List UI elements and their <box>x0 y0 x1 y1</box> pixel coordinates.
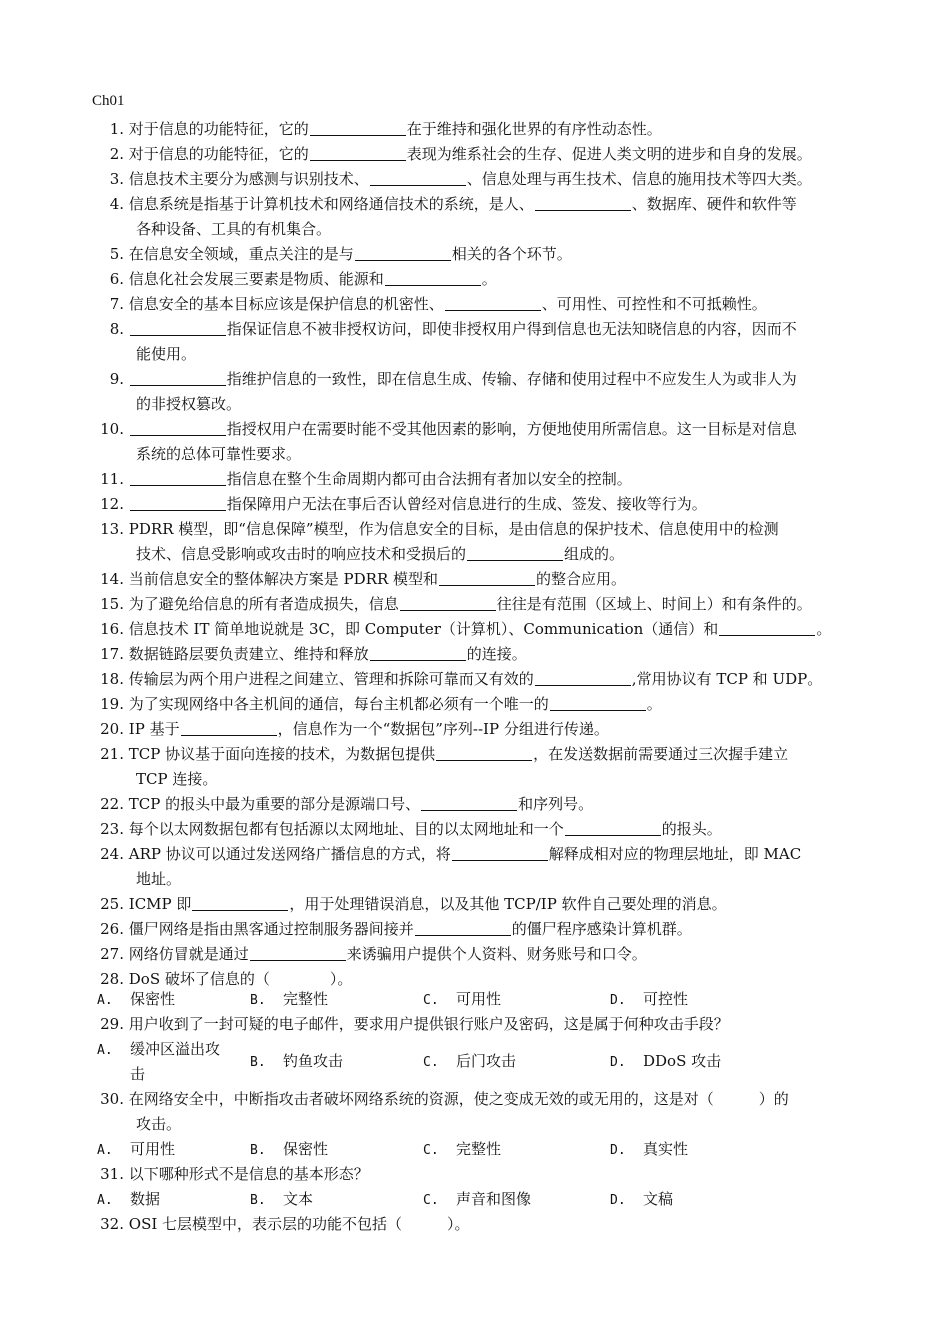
question-text: PDRR 模型，即“信息保障”模型，作为信息安全的目标，是由信息的保护技术、信息使用中的检测 <box>128 520 779 538</box>
question-line <box>100 267 865 292</box>
option-d[interactable] <box>610 1187 673 1213</box>
question-continuation: 攻击。 <box>136 1115 182 1133</box>
option-text: 真实性 <box>643 1140 689 1158</box>
option-letter: C. <box>423 1143 439 1158</box>
question-text: 。 <box>646 695 662 713</box>
question-text: TCP 连接。 <box>136 770 218 788</box>
question-continuation <box>100 342 865 367</box>
question-number: 15. <box>100 595 124 613</box>
question-item <box>100 792 865 817</box>
question-line <box>100 592 865 617</box>
answer-blank[interactable] <box>370 645 466 661</box>
question-number: 25. <box>100 895 124 913</box>
question-item <box>100 117 865 142</box>
question-line <box>100 667 865 692</box>
question-text: 数据链路层要负责建立、维持和释放 <box>128 645 369 663</box>
option-c[interactable] <box>423 987 501 1013</box>
question-continuation <box>100 542 865 567</box>
question-text: 网络仿冒就是通过 <box>128 945 249 963</box>
question-text: 来诱骗用户提供个人资料、财务账号和口令。 <box>346 945 647 963</box>
option-text: 文稿 <box>643 1190 674 1208</box>
answer-blank[interactable] <box>181 720 277 736</box>
question-number: 22. <box>100 795 124 813</box>
answer-blank[interactable] <box>467 545 563 561</box>
question-text: 为了实现网络中各主机间的通信，每台主机都必须有一个唯一的 <box>128 695 549 713</box>
question-text: ARP 协议可以通过发送网络广播信息的方式，将 <box>128 845 451 863</box>
option-d[interactable] <box>610 987 688 1013</box>
question-text: 在于维持和强化世界的有序性动态性。 <box>406 120 662 138</box>
answer-blank[interactable] <box>130 320 226 336</box>
option-d[interactable] <box>610 1137 688 1163</box>
question-text: OSI 七层模型中，表示层的功能不包括（ ）。 <box>128 1215 470 1233</box>
question-number: 9. <box>109 370 124 388</box>
question-text: 的非授权篡改。 <box>136 395 242 413</box>
question-number: 6. <box>109 270 124 288</box>
question-text: 当前信息安全的整体解决方案是 PDRR 模型和 <box>128 570 439 588</box>
option-letter: D. <box>610 1143 626 1158</box>
option-c[interactable] <box>423 1137 501 1163</box>
question-item <box>100 242 865 267</box>
question-text: 能使用。 <box>136 345 197 363</box>
option-b[interactable] <box>250 987 328 1013</box>
question-number: 11. <box>100 470 124 488</box>
question-item <box>100 1087 865 1137</box>
question-continuation <box>100 217 865 242</box>
question-text: 。 <box>816 620 832 638</box>
answer-blank[interactable] <box>130 420 226 436</box>
option-letter: D. <box>610 993 626 1008</box>
option-text: 可用性 <box>456 990 502 1008</box>
question-text: 表现为维系社会的生存、促进人类文明的进步和自身的发展。 <box>406 145 812 163</box>
question-text: ,常用协议有 TCP 和 UDP。 <box>631 670 823 688</box>
question-number: 8. <box>109 320 124 338</box>
question-number: 32. <box>100 1215 124 1233</box>
question-text: 信息化社会发展三要素是物质、能源和 <box>128 270 384 288</box>
option-letter: D. <box>610 1193 626 1208</box>
option-text: 可控性 <box>643 990 689 1008</box>
question-number: 31. <box>100 1165 124 1183</box>
question-text: 的整合应用。 <box>536 570 627 588</box>
answer-blank[interactable] <box>535 195 631 211</box>
answer-blank[interactable] <box>535 670 631 686</box>
question-item <box>100 267 865 292</box>
answer-blank[interactable] <box>565 820 661 836</box>
option-text: 保密性 <box>283 1140 329 1158</box>
question-text: 系统的总体可靠性要求。 <box>136 445 302 463</box>
question-continuation <box>100 442 865 467</box>
question-text: ，信息作为一个“数据包”序列--IP 分组进行传递。 <box>277 720 609 738</box>
question-text: 相关的各个环节。 <box>451 245 572 263</box>
answer-blank[interactable] <box>130 495 226 511</box>
question-number: 28. <box>100 970 124 988</box>
question-line <box>100 792 865 817</box>
question-line <box>100 892 865 917</box>
answer-blank[interactable] <box>310 120 406 136</box>
question-item <box>100 567 865 592</box>
question-number: 24. <box>100 845 124 863</box>
option-d[interactable] <box>610 1049 721 1075</box>
question-item <box>100 892 865 917</box>
question-number: 7. <box>109 295 124 313</box>
question-line <box>100 517 865 542</box>
question-item <box>100 1162 865 1187</box>
question-line <box>100 617 865 642</box>
question-text: 僵尸网络是指由黑客通过控制服务器间接并 <box>128 920 414 938</box>
question-item <box>100 642 865 667</box>
answer-blank[interactable] <box>445 295 541 311</box>
question-text: 地址。 <box>136 870 182 888</box>
option-letter: D. <box>610 1055 626 1070</box>
question-item <box>100 717 865 742</box>
question-text: 在网络安全中，中断指攻击者破坏网络系统的资源，使之变成无效的或无用的，这是对（ ）的 <box>128 1090 789 1108</box>
question-number: 17. <box>100 645 124 663</box>
option-letter: B. <box>250 1193 266 1208</box>
question-item <box>100 692 865 717</box>
question-number: 30. <box>100 1090 124 1108</box>
question-item <box>100 367 865 417</box>
answer-blank[interactable] <box>355 245 451 261</box>
question-text: ，用于处理错误消息，以及其他 TCP/IP 软件自己要处理的消息。 <box>289 895 727 913</box>
option-a[interactable] <box>97 1037 220 1087</box>
question-item <box>100 167 865 192</box>
option-c[interactable] <box>423 1187 531 1213</box>
question-number: 21. <box>100 745 124 763</box>
question-text: TCP 协议基于面向连接的技术，为数据包提供 <box>128 745 436 763</box>
question-number: 4. <box>109 195 124 213</box>
question-text: ，在发送数据前需要通过三次握手建立 <box>533 745 789 763</box>
answer-blank[interactable] <box>370 170 466 186</box>
answer-blank[interactable] <box>439 570 535 586</box>
question-line <box>100 817 865 842</box>
option-letter: A. <box>97 1193 113 1208</box>
answer-blank[interactable] <box>436 745 532 761</box>
question-text: 传输层为两个用户进程之间建立、管理和拆除可靠而又有效的 <box>128 670 534 688</box>
question-number: 18. <box>100 670 124 688</box>
question-text: 信息系统是指基于计算机技术和网络通信技术的系统，是人、 <box>128 195 534 213</box>
question-text: 每个以太网数据包都有包括源以太网地址、目的以太网地址和一个 <box>128 820 564 838</box>
question-item <box>100 667 865 692</box>
question-text: 、可用性、可控性和不可抵赖性。 <box>541 295 767 313</box>
question-text: 各种设备、工具的有机集合。 <box>136 220 332 238</box>
question-text: 对于信息的功能特征，它的 <box>128 145 309 163</box>
option-letter: A. <box>97 1143 113 1158</box>
option-text: 钓鱼攻击 <box>283 1052 344 1070</box>
option-text: 缓冲区溢出攻击 <box>130 1040 221 1083</box>
chapter-title: Ch01 <box>92 93 125 109</box>
question-item <box>100 617 865 642</box>
option-a[interactable] <box>97 1187 160 1213</box>
question-line <box>100 142 865 167</box>
question-line <box>100 117 865 142</box>
question-number: 3. <box>109 170 124 188</box>
option-a[interactable] <box>97 987 175 1013</box>
option-text: 数据 <box>130 1190 161 1208</box>
question-number: 19. <box>100 695 124 713</box>
question-text: 指信息在整个生命周期内都可由合法拥有者加以安全的控制。 <box>226 470 632 488</box>
question-number: 2. <box>109 145 124 163</box>
answer-blank[interactable] <box>130 470 226 486</box>
option-c[interactable] <box>423 1049 516 1075</box>
option-b[interactable] <box>250 1187 313 1213</box>
question-text: 以下哪种形式不是信息的基本形态？ <box>128 1165 369 1183</box>
question-text: 指维护信息的一致性，即在信息生成、传输、存储和使用过程中不应发生人为或非人为 <box>226 370 797 388</box>
question-text: 和序列号。 <box>518 795 594 813</box>
question-text: 的连接。 <box>466 645 527 663</box>
question-line <box>100 292 865 317</box>
question-text: 信息技术主要分为感测与识别技术、 <box>128 170 369 188</box>
answer-blank[interactable] <box>550 695 646 711</box>
question-text: 指保障用户无法在事后否认曾经对信息进行的生成、签发、接收等行为。 <box>226 495 707 513</box>
option-a[interactable] <box>97 1137 175 1163</box>
option-text: 后门攻击 <box>456 1052 517 1070</box>
question-text: 组成的。 <box>564 545 625 563</box>
question-item <box>100 517 865 567</box>
question-text: 用户收到了一封可疑的电子邮件，要求用户提供银行账户及密码，这是属于何种攻击手段？ <box>128 1015 729 1033</box>
question-item <box>100 842 865 892</box>
question-text: 。 <box>481 270 497 288</box>
option-letter: B. <box>250 1143 266 1158</box>
question-text: 往往是有范围（区域上、时间上）和有条件的。 <box>496 595 812 613</box>
answer-blank[interactable] <box>400 595 496 611</box>
question-item <box>100 1012 865 1037</box>
option-text: 声音和图像 <box>456 1190 532 1208</box>
question-item <box>100 292 865 317</box>
question-text: 指授权用户在需要时能不受其他因素的影响，方便地使用所需信息。这一目标是对信息 <box>226 420 797 438</box>
question-text: TCP 的报头中最为重要的部分是源端口号、 <box>128 795 421 813</box>
question-text: DoS 破坏了信息的（ ）。 <box>128 970 353 988</box>
question-text: 信息技术 IT 简单地说就是 3C，即 Computer（计算机）、Communication（通信）和 <box>128 620 719 638</box>
question-line <box>100 317 865 342</box>
question-item <box>100 742 865 792</box>
question-item <box>100 467 865 492</box>
answer-blank[interactable] <box>719 620 815 636</box>
question-text: ICMP 即 <box>128 895 192 913</box>
question-continuation <box>100 867 865 892</box>
question-item <box>100 592 865 617</box>
option-letter: C. <box>423 1193 439 1208</box>
question-line <box>100 842 865 867</box>
question-number: 27. <box>100 945 124 963</box>
option-letter: C. <box>423 993 439 1008</box>
question-text: 的报头。 <box>661 820 722 838</box>
option-text: 文本 <box>283 1190 314 1208</box>
question-text: 技术、信息受影响或攻击时的响应技术和受损后的 <box>136 545 467 563</box>
question-number: 26. <box>100 920 124 938</box>
question-number: 20. <box>100 720 124 738</box>
option-text: 可用性 <box>130 1140 176 1158</box>
question-text: 在信息安全领域，重点关注的是与 <box>128 245 354 263</box>
answer-blank[interactable] <box>385 270 481 286</box>
option-b[interactable] <box>250 1049 343 1075</box>
answer-blank[interactable] <box>130 370 226 386</box>
question-line <box>100 742 865 767</box>
question-line <box>100 467 865 492</box>
question-number: 13. <box>100 520 124 538</box>
option-letter: A. <box>97 1043 113 1058</box>
question-line <box>100 642 865 667</box>
question-item <box>100 942 865 967</box>
question-item <box>100 817 865 842</box>
question-text: 的僵尸程序感染计算机群。 <box>511 920 692 938</box>
question-item <box>100 192 865 242</box>
answer-blank[interactable] <box>310 145 406 161</box>
question-number: 14. <box>100 570 124 588</box>
question-line <box>100 167 865 192</box>
option-text: 完整性 <box>456 1140 502 1158</box>
question-line <box>100 942 865 967</box>
option-text: 完整性 <box>283 990 329 1008</box>
option-text: DDoS 攻击 <box>643 1052 722 1070</box>
answer-blank[interactable] <box>452 845 548 861</box>
question-number: 16. <box>100 620 124 638</box>
option-b[interactable] <box>250 1137 328 1163</box>
question-number: 23. <box>100 820 124 838</box>
answer-blank[interactable] <box>415 920 511 936</box>
question-number: 29. <box>100 1015 124 1033</box>
question-line <box>100 417 865 442</box>
question-item <box>100 317 865 367</box>
option-letter: B. <box>250 993 266 1008</box>
question-item <box>100 1212 865 1237</box>
question-continuation <box>100 767 865 792</box>
question-item <box>100 492 865 517</box>
question-line <box>100 567 865 592</box>
question-text: 指保证信息不被非授权访问，即使非授权用户得到信息也无法知晓信息的内容，因而不 <box>226 320 797 338</box>
option-letter: C. <box>423 1055 439 1070</box>
option-row <box>97 1037 877 1087</box>
question-number: 10. <box>100 420 124 438</box>
question-line <box>100 492 865 517</box>
question-line <box>100 367 865 392</box>
question-continuation <box>100 392 865 417</box>
question-text: 、数据库、硬件和软件等 <box>631 195 797 213</box>
question-number: 1. <box>109 120 124 138</box>
question-text: IP 基于 <box>128 720 180 738</box>
question-item <box>100 917 865 942</box>
question-number: 12. <box>100 495 124 513</box>
question-line <box>100 692 865 717</box>
option-text: 保密性 <box>130 990 176 1008</box>
question-line <box>100 192 865 217</box>
question-number: 5. <box>109 245 124 263</box>
question-line <box>100 917 865 942</box>
answer-blank[interactable] <box>421 795 517 811</box>
question-line <box>100 717 865 742</box>
answer-blank[interactable] <box>250 945 346 961</box>
question-line <box>100 242 865 267</box>
question-text: 解释成相对应的物理层地址，即 MAC <box>548 845 802 863</box>
question-text: 对于信息的功能特征，它的 <box>128 120 309 138</box>
question-text: 信息安全的基本目标应该是保护信息的机密性、 <box>128 295 444 313</box>
question-item <box>100 417 865 467</box>
option-letter: B. <box>250 1055 266 1070</box>
answer-blank[interactable] <box>192 895 288 911</box>
question-text: 、信息处理与再生技术、信息的施用技术等四大类。 <box>466 170 812 188</box>
question-item <box>100 142 865 167</box>
option-letter: A. <box>97 993 113 1008</box>
question-text: 为了避免给信息的所有者造成损失，信息 <box>128 595 399 613</box>
